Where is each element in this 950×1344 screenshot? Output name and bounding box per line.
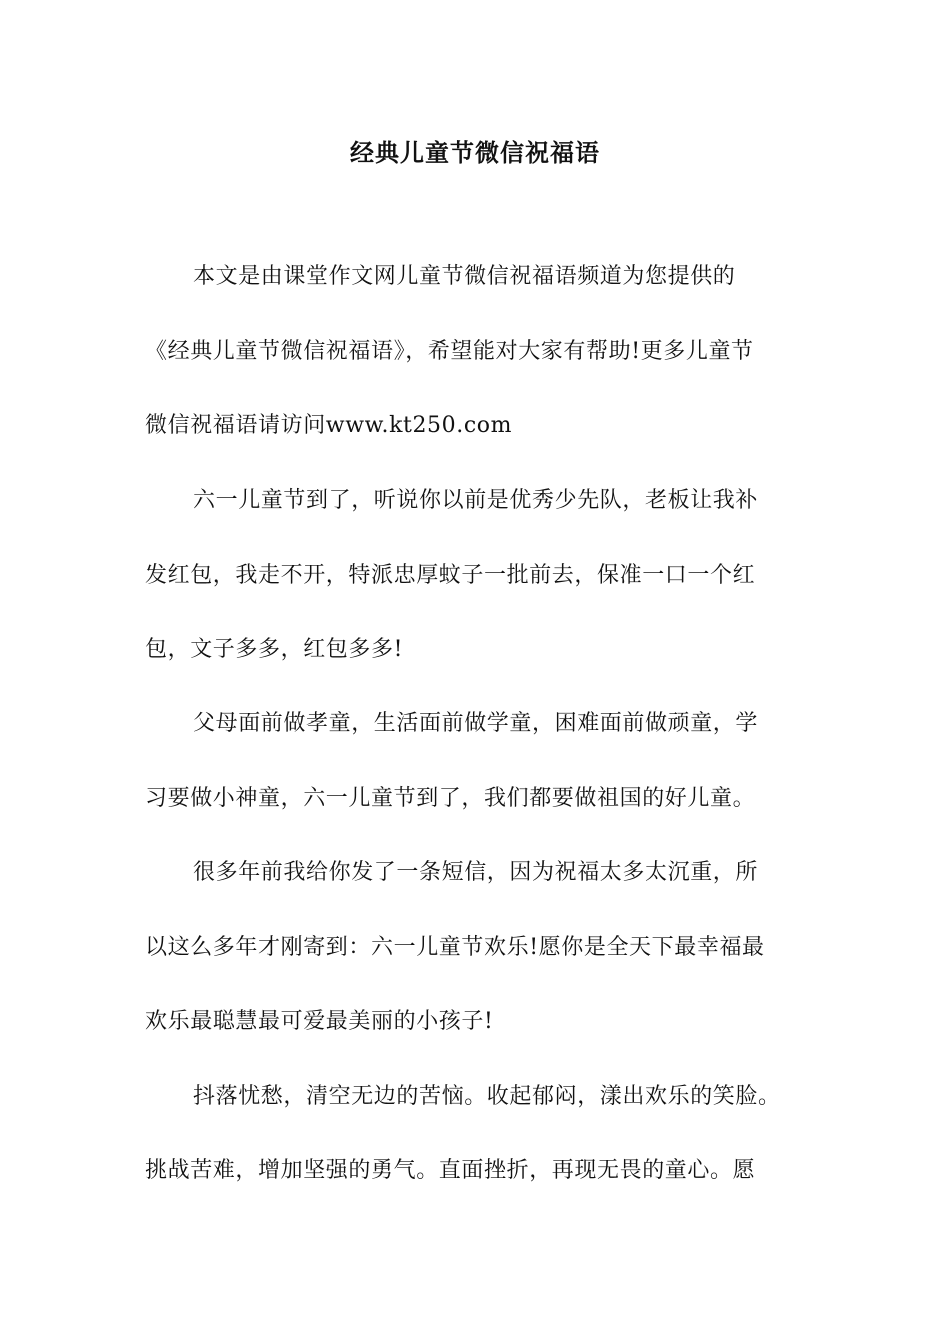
paragraph-5-line-1: 抖落忧愁，清空无边的苦恼。收起郁闷，漾出欢乐的笑脸。 <box>193 1084 781 1109</box>
paragraph-4-line-1: 很多年前我给你发了一条短信，因为祝福太多太沉重，所 <box>193 860 759 885</box>
paragraph-3-line-2: 习要做小神童，六一儿童节到了，我们都要做祖国的好儿童。 <box>145 786 756 811</box>
paragraph-2-line-2: 发红包，我走不开，特派忠厚蚊子一批前去，保准一口一个红 <box>145 563 756 588</box>
paragraph-1-line-1: 本文是由课堂作文网儿童节微信祝福语频道为您提供的 <box>193 264 736 289</box>
document-title: 经典儿童节微信祝福语 <box>350 139 600 167</box>
paragraph-1-line-3: 微信祝福语请访问www.kt250.com <box>145 413 513 438</box>
paragraph-4-line-3: 欢乐最聪慧最可爱最美丽的小孩子! <box>145 1009 494 1034</box>
paragraph-4-line-2: 以这么多年才刚寄到：六一儿童节欢乐!愿你是全天下最幸福最 <box>145 935 765 960</box>
paragraph-5-line-2: 挑战苦难，增加坚强的勇气。直面挫折，再现无畏的童心。愿 <box>145 1158 756 1183</box>
paragraph-2-line-1: 六一儿童节到了，听说你以前是优秀少先队，老板让我补 <box>193 488 759 513</box>
paragraph-2-line-3: 包，文子多多，红包多多! <box>145 637 404 662</box>
paragraph-3-line-1: 父母面前做孝童，生活面前做学童，困难面前做顽童，学 <box>193 711 759 736</box>
paragraph-1-line-2: 《经典儿童节微信祝福语》，希望能对大家有帮助!更多儿童节 <box>145 339 754 364</box>
